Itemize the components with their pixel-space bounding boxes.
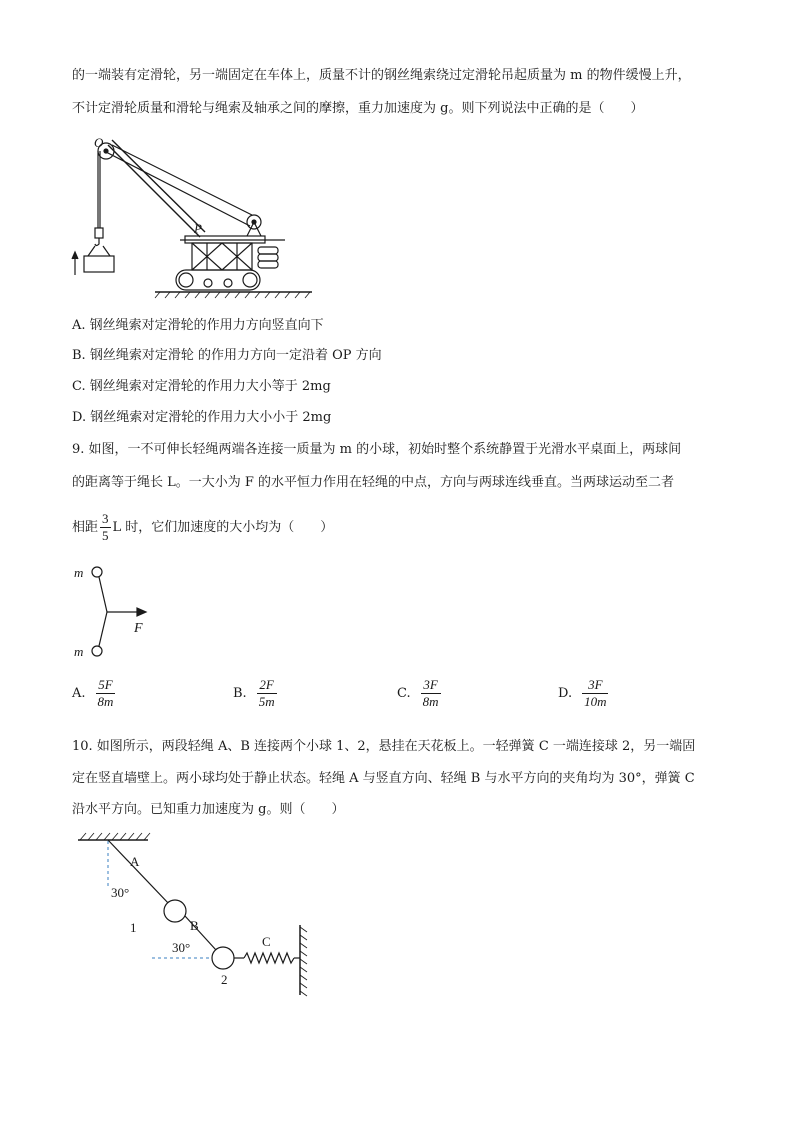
q9-option-b: B. $\frac{2F}{5m}$ [233,677,275,709]
q8-text-line-2: 不计定滑轮质量和滑轮与绳索及轴承之间的摩擦，重力加速度为 g。则下列说法中正确的是（ ） [72,101,644,116]
q9-option-d: D. $\frac{3F}{10m}$ [558,677,607,709]
label-m-top: m [74,565,84,580]
q8-option-d: D. 钢丝绳索对定滑轮的作用力大小小于 2mg [72,410,332,425]
q9-option-a: A. $\frac{5F}{8m}$ [72,677,114,709]
angle-label-2: 30° [172,940,191,955]
label-F: F [134,621,143,636]
q8-option-b: B. 钢丝绳索对定滑轮 的作用力方向一定沿着 OP 方向 [72,348,382,363]
label-O: O [94,135,104,150]
label-rope-A: A [130,854,140,869]
label-spring-C: C [262,934,271,949]
label-m-bottom: m [74,644,84,659]
q8-option-c: C. 钢丝绳索对定滑轮的作用力大小等于 2mg [72,379,331,394]
fraction-3-5: $\frac{3}{5}$ [102,511,109,543]
q9-text-line-2: 的距离等于绳长 L。一大小为 F 的水平恒力作用在轻绳的中点，方向与两球连线垂直。当两球运动至二者 [72,475,675,490]
q9-option-c: C. $\frac{3F}{8m}$ [397,677,439,709]
q10-text-line-2: 定在竖直墙壁上。两小球均处于静止状态。轻绳 A 与竖直方向、轻绳 B 与水平方向的夹角均为 30°，弹簧 C [72,771,695,786]
label-P: P [194,221,202,236]
q10-text-line-3: 沿水平方向。已知重力加速度为 g。则（ ） [72,802,345,817]
q8-text-line-1: 的一端装有定滑轮，另一端固定在车体上，质量不计的钢丝绳索绕过定滑轮吊起质量为 m 的物件缓慢上升， [72,68,691,83]
label-ball-2: 2 [221,972,228,987]
angle-label-1: 30° [111,885,130,900]
q9-text-line-1: 9. 如图，一不可伸长轻绳两端各连接一质量为 m 的小球，初始时整个系统静置于光滑水平桌面上，两球间 [72,442,682,457]
q10-text-line-1: 10. 如图所示，两段轻绳 A、B 连接两个小球 1、2，悬挂在天花板上。一轻弹簧 C 一端连接球 2，另一端固 [72,739,696,754]
q9-line3-pre: 相距 [72,520,99,535]
label-rope-B: B [190,918,199,933]
q9-line3-post: L 时，它们加速度的大小均为（ ） [112,520,334,535]
q8-option-a: A. 钢丝绳索对定滑轮的作用力方向竖直向下 [72,318,324,333]
label-ball-1: 1 [130,920,137,935]
